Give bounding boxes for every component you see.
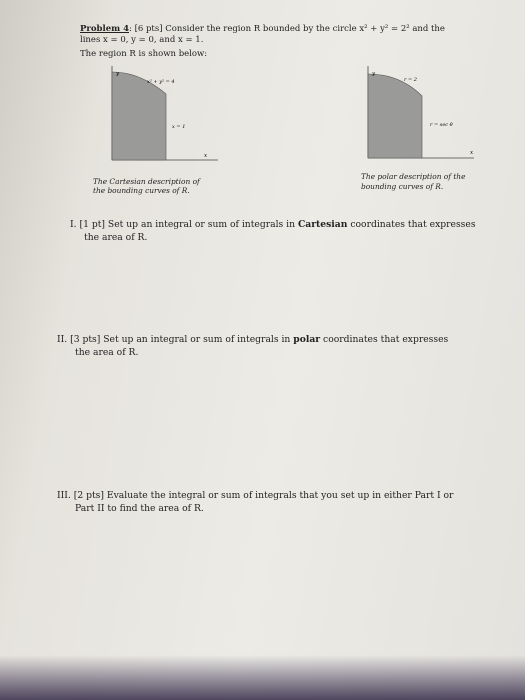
region-r: [112, 72, 166, 160]
line-label: r = sec θ: [430, 122, 453, 128]
question-3-text-a: [2 pts] Evaluate the integral or sum of integrals that you set up in either Part I or: [73, 490, 454, 501]
line-label: x = 1: [172, 124, 186, 130]
problem-statement-line1: [80, 24, 445, 35]
problem-statement-line2: lines x = 0, y = 0, and x = 1.: [80, 35, 204, 45]
question-2-text-b: coordinates that expresses: [320, 334, 449, 345]
question-2-line2: the area of R.: [75, 347, 139, 358]
question-1-numeral: I.: [70, 219, 77, 230]
polar-caption-line2: bounding curves of R.: [361, 182, 444, 191]
question-2-keyword: polar: [293, 334, 321, 345]
cartesian-caption-line2: the bounding curves of R.: [93, 186, 190, 195]
problem-points: : [6 pts] Consider the region R bounded by the circle x² + y² = 2² and the: [129, 24, 445, 34]
question-3-numeral: III.: [57, 490, 71, 501]
circle-label: r = 2: [404, 77, 417, 83]
x-axis-label: x: [204, 153, 208, 159]
problem-statement-line3: The region R is shown below:: [80, 49, 208, 59]
region-r: [368, 74, 422, 158]
y-axis-label: y: [372, 71, 376, 77]
question-3-line2: Part II to find the area of R.: [75, 503, 204, 514]
problem-heading: Problem 4: [80, 24, 129, 34]
question-2-line1: [57, 334, 448, 346]
y-axis-label: y: [116, 71, 120, 77]
question-1-line2: the area of R.: [84, 232, 148, 243]
question-1-line1: [70, 219, 476, 231]
question-1-keyword: Cartesian: [297, 219, 348, 230]
question-1-text-a: [1 pt] Set up an integral or sum of integrals in: [79, 219, 298, 230]
circle-label: x² + y² = 4: [147, 79, 175, 85]
cartesian-caption-line1: The Cartesian description of: [93, 177, 200, 186]
question-2-text-a: [3 pts] Set up an integral or sum of integrals in: [70, 334, 294, 345]
polar-figure: [362, 66, 492, 166]
bottom-shadow: [0, 655, 525, 700]
cartesian-figure: [100, 66, 230, 166]
question-2-numeral: II.: [57, 334, 68, 345]
polar-caption-line1: The polar description of the: [361, 172, 466, 181]
x-axis-label: x: [470, 150, 474, 156]
question-1-text-b: coordinates that expresses: [347, 219, 476, 230]
question-3-line1: [57, 490, 453, 502]
